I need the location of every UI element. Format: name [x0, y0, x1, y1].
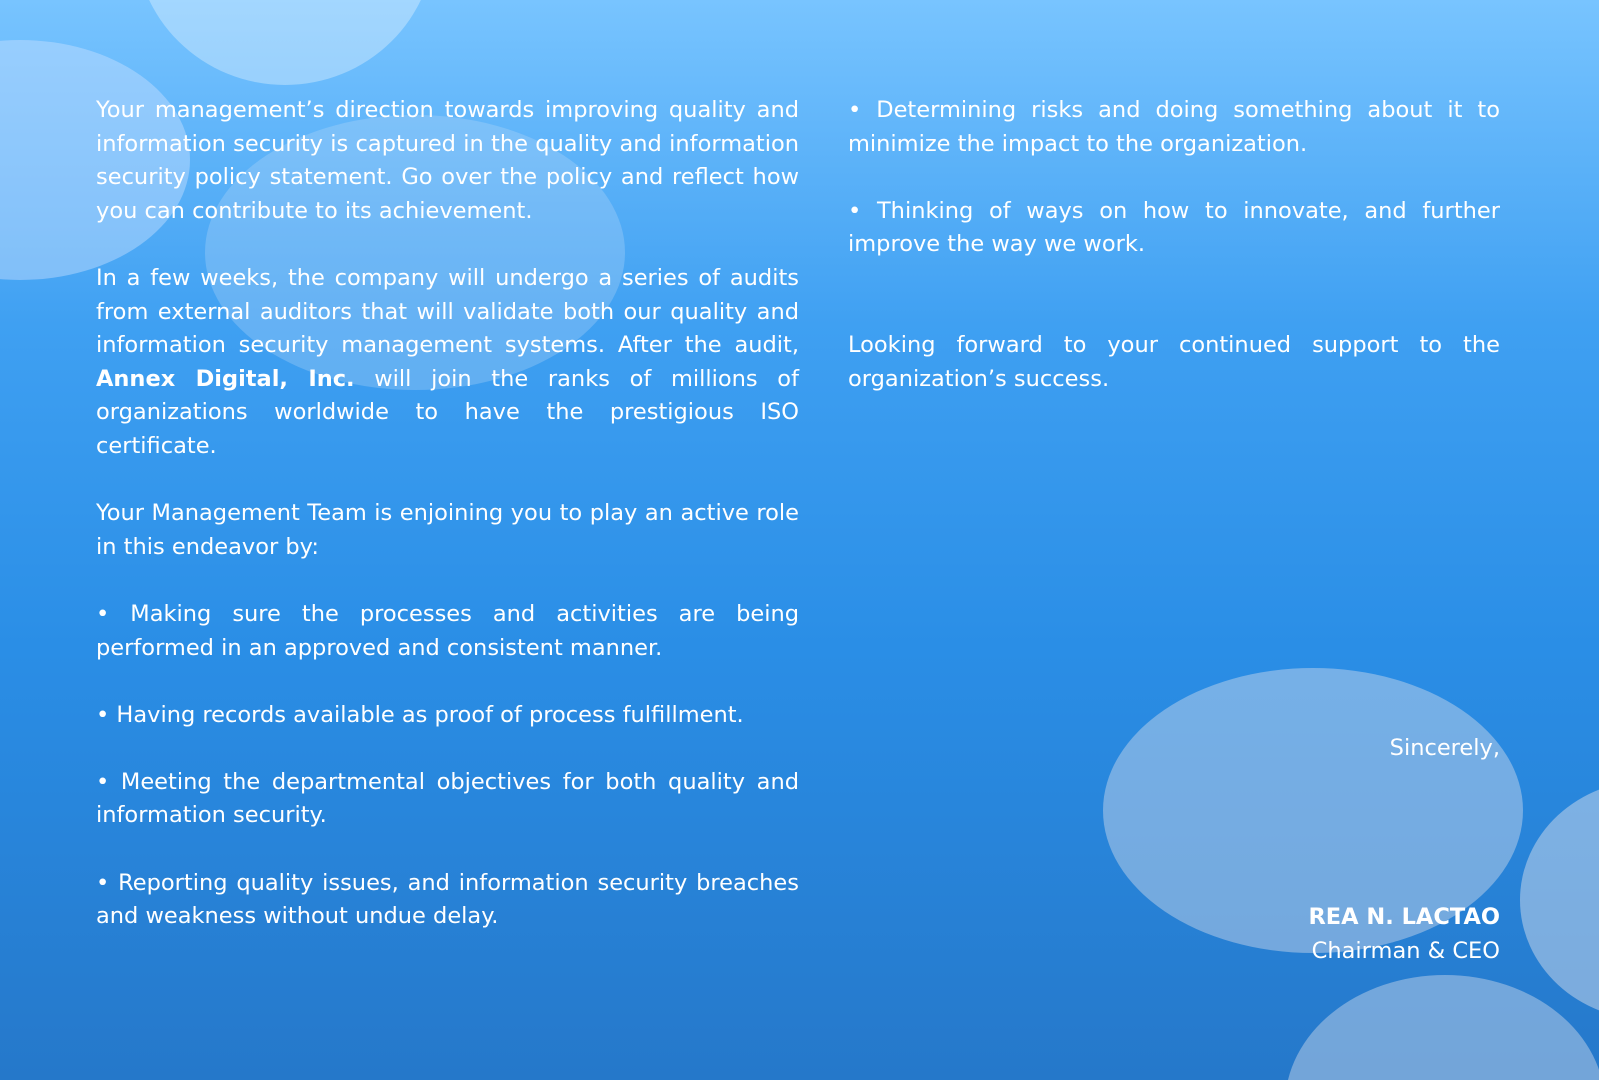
bullet-item: • Thinking of ways on how to innovate, and further improve the way we work.: [848, 197, 1500, 258]
audit-text-start: In a few weeks, the company will undergo a series of audits from external auditors that will validate both our quality and information security management systems. After the audit,: [96, 264, 799, 359]
intro-paragraph: Your management’s direction towards improving quality and information security is captured in the quality and information security policy statement. Go over the policy and reflect how you can contribute to its achievement.: [96, 97, 799, 224]
bullet-item: • Determining risks and doing something about it to minimize the impact to the organization.: [848, 97, 1500, 157]
company-name: Annex Digital, Inc.: [96, 365, 355, 392]
bullet-item: • Making sure the processes and activities are being performed in an approved and consistent manner.: [96, 600, 799, 661]
audit-text-end: will join the ranks of millions of organizations worldwide to have the prestigious ISO certificate.: [96, 365, 799, 459]
signatory-name: REA N. LACTAO: [1308, 904, 1500, 930]
letter-left-column: [96, 94, 799, 934]
role-paragraph: Your Management Team is enjoining you to play an active role in this endeavor by:: [96, 500, 799, 560]
closing-paragraph: Looking forward to your continued support to the organization’s success.: [848, 332, 1500, 392]
letter-right-column: [848, 94, 1500, 396]
bullet-item: • Meeting the departmental objectives for both quality and information security.: [96, 768, 799, 829]
signature-block: [1308, 901, 1500, 968]
signatory-title: Chairman & CEO: [1311, 937, 1500, 964]
bullet-item: • Reporting quality issues, and information security breaches and weakness without undue delay.: [96, 869, 799, 930]
decorative-circle: [135, 0, 435, 85]
audit-paragraph: [96, 262, 799, 464]
decorative-circle: [1285, 975, 1599, 1080]
bullet-item: • Having records available as proof of process fulfillment.: [96, 701, 744, 728]
decorative-circle: [1520, 780, 1599, 1020]
sign-off-salutation: Sincerely,: [1389, 735, 1500, 761]
